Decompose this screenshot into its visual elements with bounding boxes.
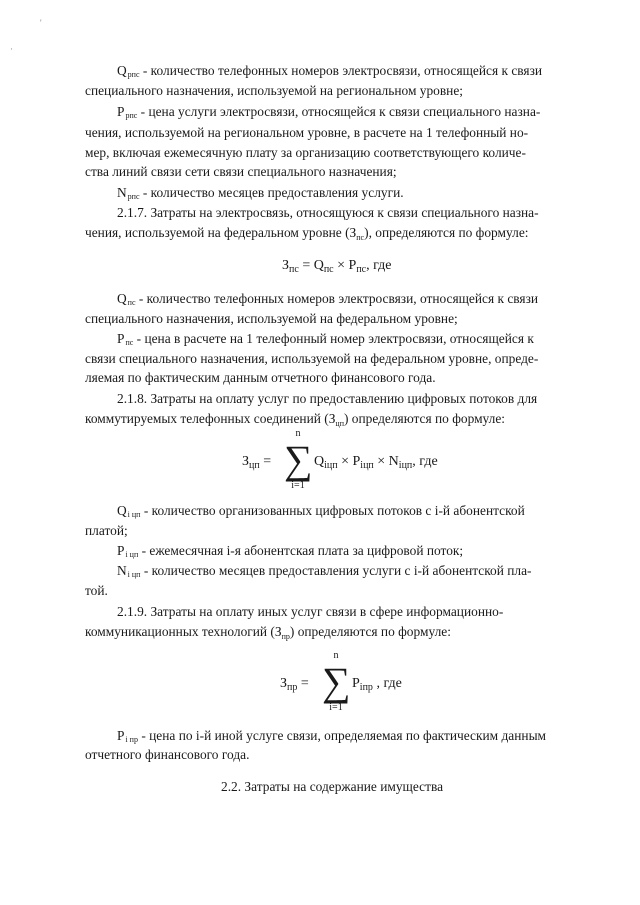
p6-line2: платой; [85, 523, 128, 538]
formula-zpr-sum: n ∑ i=1 [322, 650, 351, 713]
p2-line2: чения, используемой на региональном уровне, в расчете на 1 телефонный но- [85, 125, 529, 140]
p5-line1: Pпс - цена в расчете на 1 телефонный номер электросвязи, относящейся к [117, 331, 534, 347]
p7-line1: Pi цп - ежемесячная i-я абонентская плата за цифровой поток; [117, 543, 464, 559]
p2-line1: Pрпс - цена услуги электросвязи, относящейся к связи специального назна- [117, 104, 541, 120]
p1-line2: специального назначения, используемой на региональном уровне; [85, 83, 464, 98]
p9-line1: Pi пр - цена по i-й иной услуге связи, определяемая по фактическим данным [117, 728, 547, 744]
p5-line3: ляемая по фактическим данным отчетного финансового года. [85, 370, 436, 385]
p2-line4: ства линий связи сети связи специального назначения; [85, 164, 397, 179]
s217-line1: 2.1.7. Затраты на электросвязь, относящуюся к связи специального назна- [117, 205, 539, 220]
formula-zcp-rhs: $Q_{iцп} \times P_{iцп} \times N_{iцп}$, где [314, 454, 438, 471]
p5-line2: связи специального назначения, используемой на федеральном уровне, опреде- [85, 351, 539, 366]
formula-zpr-lhs: $З_{пр}$ = [280, 676, 309, 693]
s218-line1: 2.1.8. Затраты на оплату услуг по предоставлению цифровых потоков для [117, 391, 538, 406]
p4-line1: Qпс - количество телефонных номеров электросвязи, относящейся к связи [117, 291, 539, 307]
p6-line1: Qi цп - количество организованных цифровых потоков с i-й абонентской [117, 503, 525, 519]
formula-zcp-lhs: $З_{цп}$ = [242, 454, 272, 471]
formula-zps: $З_{пс} = Q_{пс} \times P_{пс}$, где [282, 258, 392, 275]
s219-line2: коммуникационных технологий $(З_{пр})$ определяются по формуле: [85, 624, 451, 641]
p8-line1: Ni цп - количество месяцев предоставления услуги с i-й абонентской пла- [117, 563, 532, 579]
s218-line2: коммутируемых телефонных соединений $(З_{цп})$ определяются по формуле: [85, 411, 506, 428]
p8-line2: той. [85, 583, 108, 598]
p1-line1: Qрпс - количество телефонных номеров электросвязи, относящейся к связи [117, 63, 543, 79]
p4-line2: специального назначения, используемой на федеральном уровне; [85, 311, 458, 326]
p9-line2: отчетного финансового года. [85, 747, 250, 762]
p3-line1: Nрпс - количество месяцев предоставления услуги. [117, 185, 404, 201]
s219-line1: 2.1.9. Затраты на оплату иных услуг связи в сфере информационно- [117, 604, 504, 619]
formula-zpr-rhs: $P_{iпр}$ , где [352, 676, 402, 693]
p2-line3: мер, включая ежемесячную плату за организацию соответствующего количе- [85, 145, 526, 160]
scan-mark-left: · [10, 44, 13, 54]
formula-zcp-sum: n ∑ i=1 [284, 428, 313, 491]
scan-mark-top: ' [40, 18, 42, 28]
section-heading-2-2: 2.2. Затраты на содержание имущества [221, 779, 444, 794]
s217-line2: чения, используемой на федеральном уровне $(З_{пс})$, определяются по формуле: [85, 225, 529, 242]
